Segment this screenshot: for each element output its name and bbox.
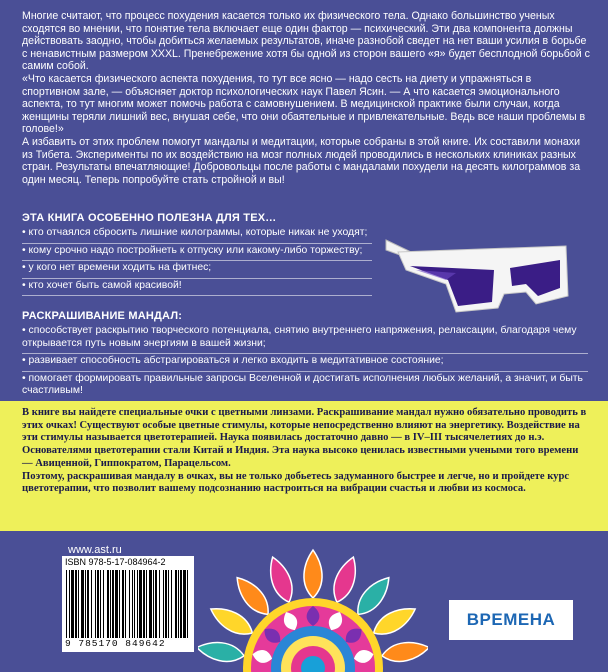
- mandala-outer-petal: [328, 554, 361, 605]
- barcode-bar: [75, 570, 77, 638]
- barcode-bar: [183, 570, 186, 638]
- barcode-bar: [110, 570, 111, 638]
- barcode-bar: [71, 570, 74, 638]
- highlight-box: [0, 401, 608, 531]
- barcode-bar: [100, 570, 101, 638]
- barcode-digits: 9 785170 849642: [65, 638, 166, 649]
- barcode-bar: [134, 570, 135, 638]
- barcode-bar: [122, 570, 124, 638]
- barcode-bar: [171, 570, 172, 638]
- barcode-bar: [153, 570, 154, 638]
- barcode-bar: [97, 570, 99, 638]
- list-item: • кому срочно надо постройнеть к отпуску или какому-либо торжеству;: [22, 244, 372, 262]
- isbn-label: ISBN 978-5-17-084964-2: [65, 557, 166, 567]
- mandala-outer-petal: [206, 601, 257, 641]
- barcode-bar: [107, 570, 109, 638]
- barcode-bar: [91, 570, 92, 638]
- highlight-text: [22, 407, 588, 496]
- barcode-bar: [103, 570, 104, 638]
- 3d-glasses-icon: [376, 222, 576, 322]
- barcode-bar: [132, 570, 133, 638]
- barcode-bar: [119, 570, 120, 638]
- barcode-bar: [178, 570, 179, 638]
- barcode-bar: [146, 570, 147, 638]
- barcode-bar: [159, 570, 160, 638]
- mandala-outer-petal: [198, 639, 246, 665]
- barcode-bar: [163, 570, 164, 638]
- website-link[interactable]: www.ast.ru: [68, 544, 122, 556]
- barcode-bar: [139, 570, 142, 638]
- section-heading-useful-for: ЭТА КНИГА ОСОБЕННО ПОЛЕЗНА ДЛЯ ТЕХ…: [22, 212, 277, 224]
- barcode-bar: [165, 570, 167, 638]
- barcode-bar: [149, 570, 152, 638]
- mandala-outer-petal: [304, 550, 322, 598]
- barcode-bar: [129, 570, 130, 638]
- publisher-name: ВРЕМЕНА: [466, 610, 556, 629]
- isbn-block: [62, 556, 194, 652]
- barcode-bar: [95, 570, 96, 638]
- section-heading-mandala-coloring: РАСКРАШИВАНИЕ МАНДАЛ:: [22, 310, 183, 322]
- barcode-bar: [81, 570, 84, 638]
- barcode-bar: [143, 570, 145, 638]
- barcode-bar: [66, 570, 67, 638]
- barcode-bar: [87, 570, 89, 638]
- intro-paragraph-2: «Что касается физического аспекта похудения, то тут все ясно — надо сесть на диету и упражняться в спортивном зале, — объясняет доктор психологических наук Павел Ясин. — А что касается эмоционального аспекта, то тут многим может помочь работа с самовнушением. В медицинской практике были случаи, когда женщины теряли лишний вес, внушая себе, что они обаятельные и привлекательные. Ведь все наши проблемы в голове!»: [22, 72, 586, 136]
- highlight-paragraph-2: Поэтому, раскрашивая мандалу в очках, вы не только добьетесь задуманного быстрее и легче, но и пройдете курс цветотерапии, что позволит вашему подсознанию настроиться на вибрации счастья и любви из космоса.: [22, 470, 570, 495]
- list-item: • у кого нет времени ходить на фитнес;: [22, 261, 372, 279]
- list-item: • кто отчаялся сбросить лишние килограммы, которые никак не уходят;: [22, 226, 372, 244]
- mandala-ornament: [198, 538, 428, 672]
- barcode-icon: [66, 570, 190, 638]
- mandala-outer-petal: [264, 554, 297, 605]
- publisher-logo: [449, 600, 573, 640]
- barcode-bar: [115, 570, 118, 638]
- barcode-bar: [78, 570, 79, 638]
- barcode-bar: [137, 570, 138, 638]
- barcode-bar: [69, 570, 70, 638]
- barcode-bar: [85, 570, 86, 638]
- list-item: • помогает формировать правильные запросы Вселенной и достигать исполнения любых желаний, а значит, и быть счастливым!: [22, 372, 588, 402]
- list-item: • кто хочет быть самой красивой!: [22, 279, 372, 297]
- intro-paragraph-3: А избавить от этих проблем помогут мандалы и медитации, которые собраны в этой книге. Их составили монахи из Тибета. Эксперименты по их воздействию на мозг полных людей проводились в нескольких клиниках разных стран. Результаты впечатляющие! Добровольцы после работы с мандалами похудели на десять килограммов за один месяц. Теперь попробуйте стать стройной и вы!: [22, 135, 581, 186]
- barcode-bar: [155, 570, 157, 638]
- barcode-bar: [125, 570, 126, 638]
- list-item: • развивает способность абстрагироваться и легко входить в медитативное состояние;: [22, 354, 588, 372]
- barcode-bar: [168, 570, 169, 638]
- barcode-bar: [180, 570, 182, 638]
- mandala-outer-petal: [369, 601, 420, 641]
- mandala-benefits-list: [22, 324, 588, 402]
- highlight-paragraph-1: В книге вы найдете специальные очки с цветными линзами. Раскрашивание мандал нужно обязательно проводить в этих очках! Существуют особые цветные стимулы, которые непосредственно влияют на энергетику. Воздействие на эти стимулы называется цветотерапией. Наука появилась достаточно давно — в IV–III тысячелетиях до н.э. Основателями цветотерапии стали Китай и Индия. Эта наука высоко ценилась известными учеными того времени — Авиценной, Гиппократом, Парацельсом.: [22, 407, 587, 469]
- barcode-bar: [187, 570, 188, 638]
- useful-for-list: [22, 226, 372, 296]
- mandala-outer-petal: [380, 639, 428, 665]
- barcode-bar: [175, 570, 177, 638]
- intro-text: [22, 10, 590, 186]
- list-item: • способствует раскрытию творческого потенциала, снятию внутреннего напряжения, релаксации, благодаря чему открывается путь новым энергиям в вашей жизни;: [22, 324, 588, 354]
- barcode-bar: [112, 570, 114, 638]
- intro-paragraph-1: Многие считают, что процесс похудения касается только их физического тела. Однако большинство ученых сходятся во мнении, что понятие тела включает еще один фактор — психический. Эти два компонента должны действовать заодно, чтобы добиться желаемых результатов, иначе разнобой сведет на нет ваши усилия в борьбе с ненавистным размером XXXL. Пренебрежение хотя бы одной из сторон вашего «я» будет бесплодной борьбой с самим собой.: [22, 10, 590, 73]
